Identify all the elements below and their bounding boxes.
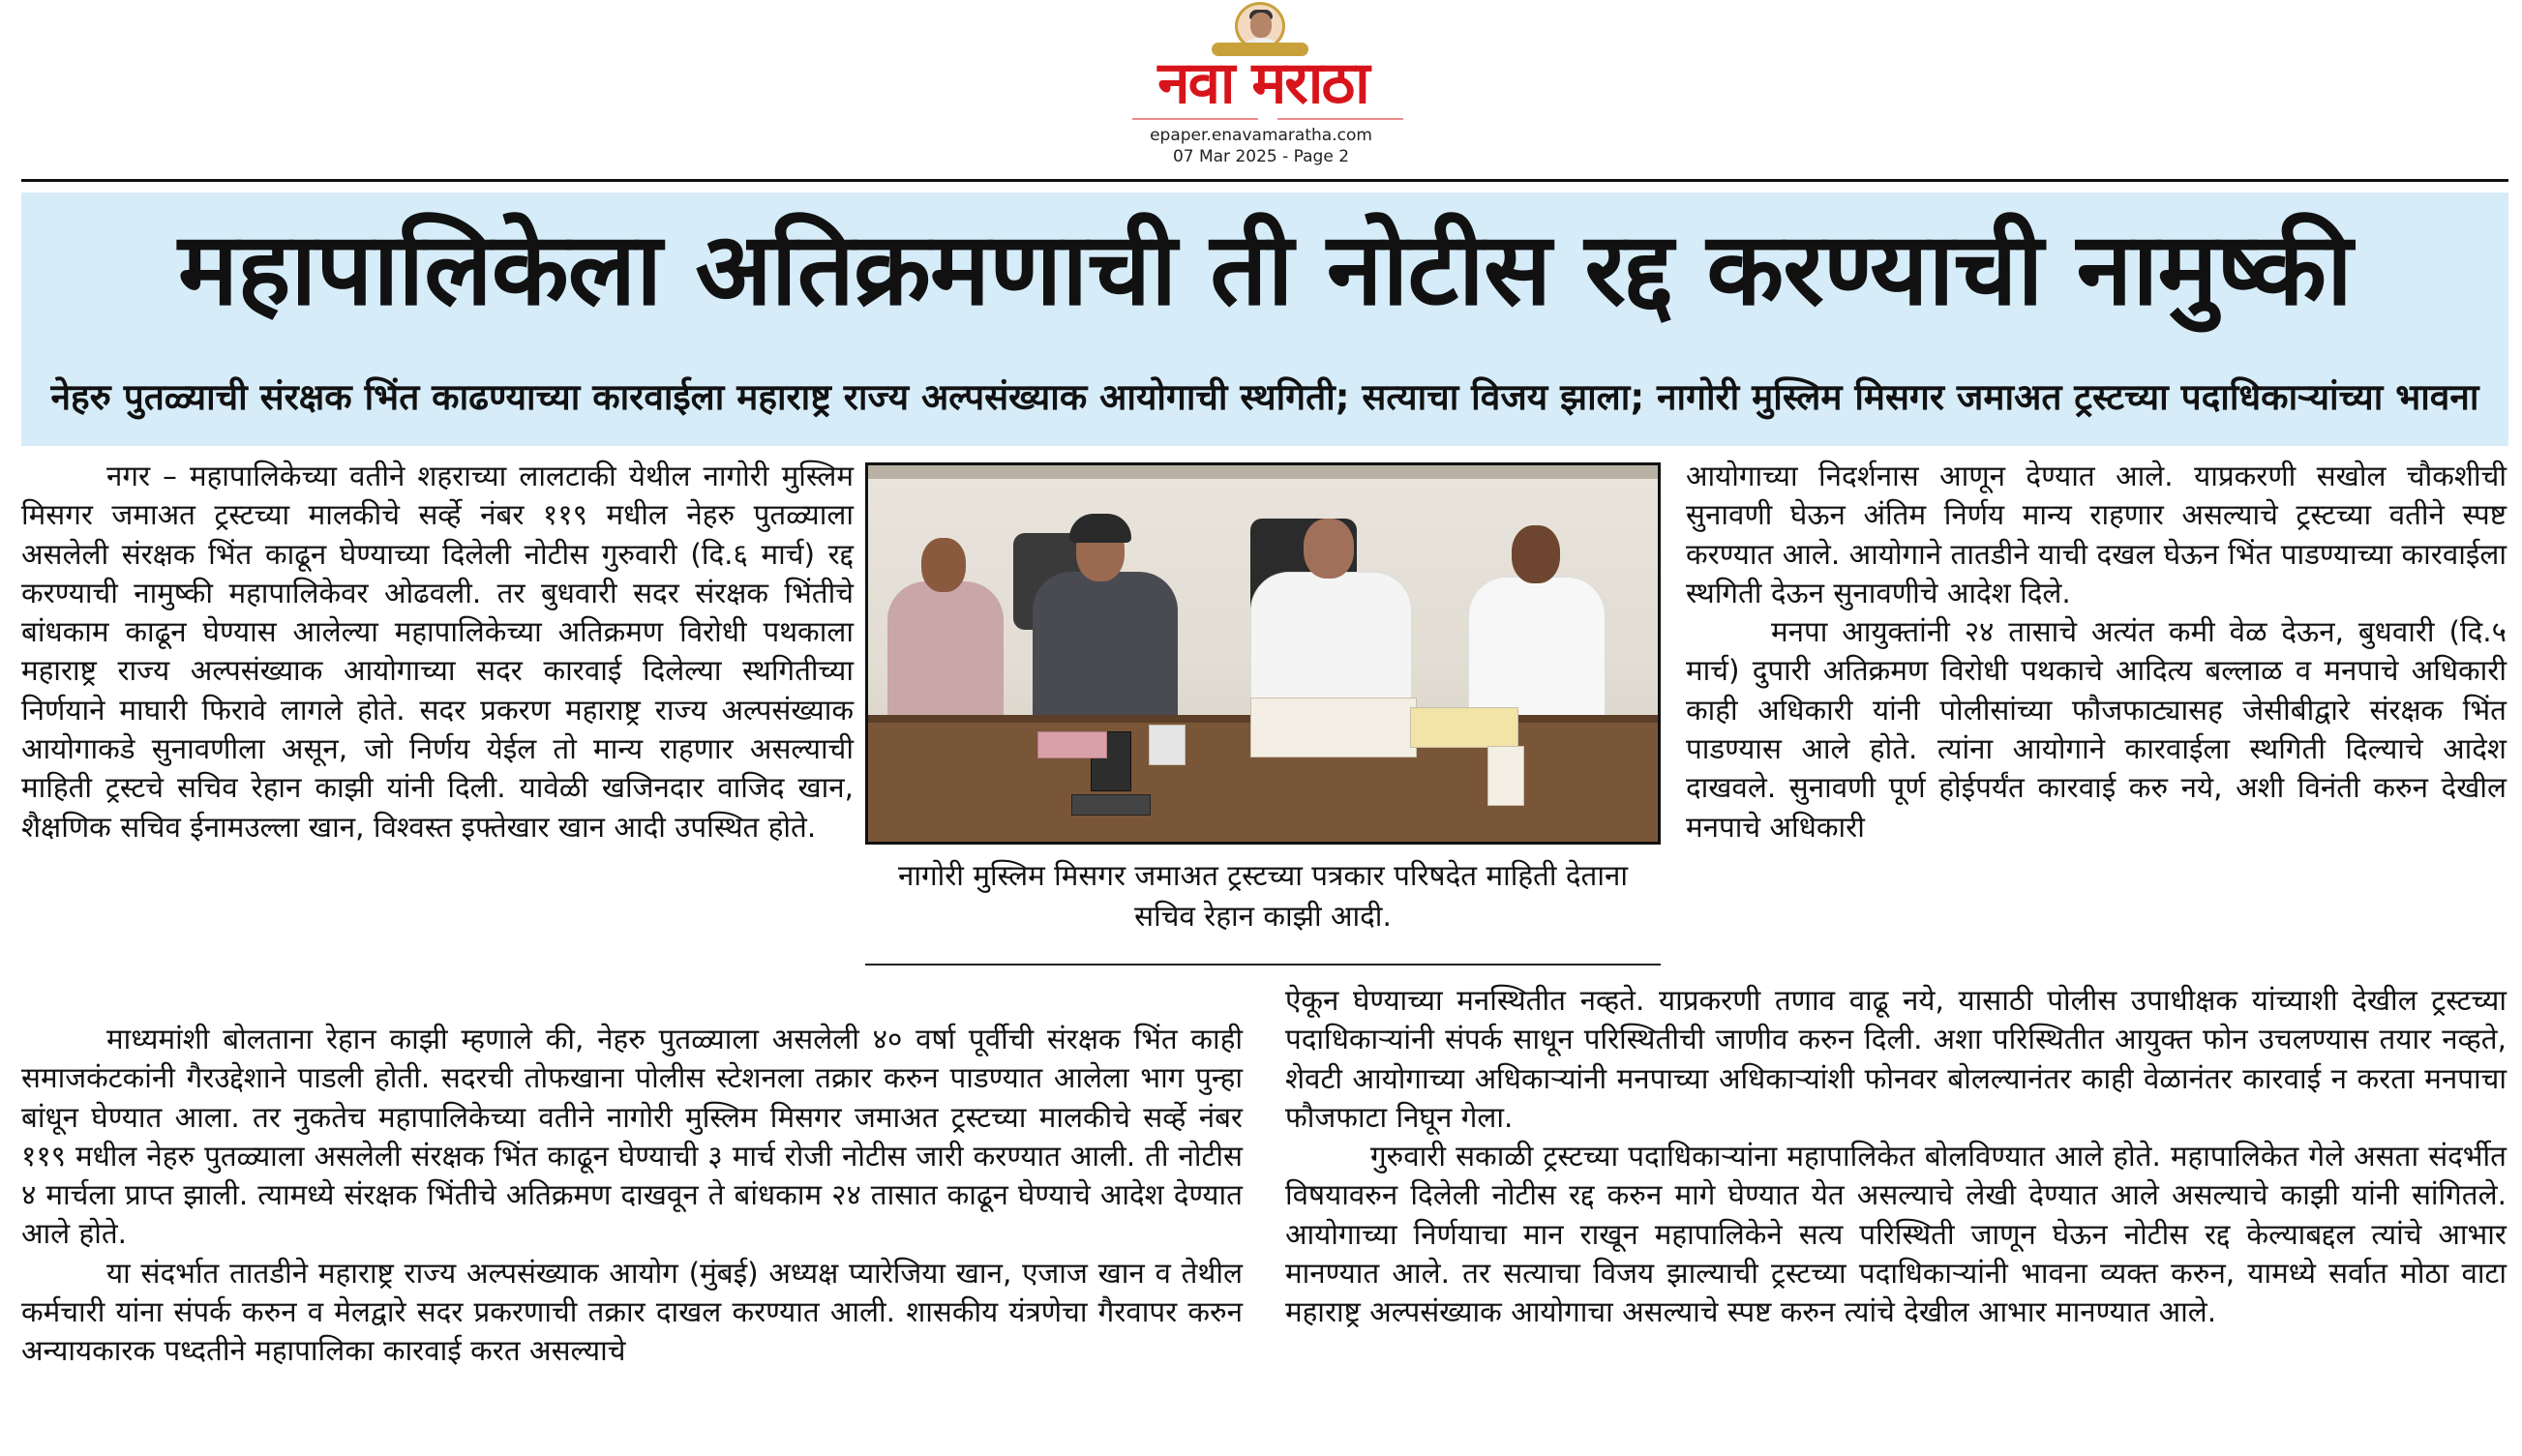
edition-date: 07 Mar 2025 - Page 2 bbox=[1172, 147, 1350, 166]
paragraph: नगर – महापालिकेच्या वतीने शहराच्या लालटाकी येथील नागोरी मुस्लिम मिसगर जमाअत ट्रस्टच्या मालकीचे सर्व्हे नंबर ११९ मधील नेहरु पुतळ्याला असलेली संरक्षक भिंत काढून घेण्याच्या दिलेली नोटीस गुरुवारी (दि.६ मार्च) रद्द करण्याची नामुष्की महापालिकेवर ओढवली. तर बुधवारी सदर संरक्षक भिंतीचे बांधकाम काढून घेण्यास आलेल्या महापालिकेच्या अतिक्रमण विरोधी पथकाला महाराष्ट्र राज्य अल्पसंख्याक आयोगाच्या सदर कारवाई दिलेल्या स्थगितीच्या निर्णयाने माघारी फिरावे लागले होते. सदर प्रकरण महाराष्ट्र राज्य अल्पसंख्याक आयोगाकडे सुनावणीला असून, जो निर्णय येईल तो मान्य राहणार असल्याची माहिती ट्रस्टचे सचिव रेहान काझी यांनी दिली. यावेळी खजिनदार वाजिद खान, शैक्षणिक सचिव ईनामउल्ला खान, विश्वस्त इफ्तेखार खान आदी उपस्थित होते. bbox=[21, 460, 854, 844]
article-column-bottom-left bbox=[21, 1020, 1243, 1371]
article-subheadline: नेहरु पुतळ्याची संरक्षक भिंत काढण्याच्या कारवाईला महाराष्ट्र राज्य अल्पसंख्याक आयोगाची स्थगिती; सत्याचा विजय झाला; नागोरी मुस्लिम मिसगर जमाअत ट्रस्टच्या पदाधिकार्‍यांच्या भावना bbox=[50, 376, 2479, 418]
paragraph: या संदर्भात तातडीने महाराष्ट्र राज्य अल्पसंख्याक आयोग (मुंबई) अध्यक्ष प्यारेजिया खान, एजाज खान व तेथील कर्मचारी यांना संपर्क करुन व मेलद्वारे सदर प्रकरणाची तक्रार दाखल करण्यात आली. शासकीय यंत्रणेचा गैरवापर करुन अन्यायकारक पध्दतीने महापालिका कारवाई करत असल्याचे bbox=[21, 1256, 1243, 1368]
paragraph: गुरुवारी सकाळी ट्रस्टच्या पदाधिकार्‍यांना महापालिकेत बोलविण्यात आले होते. महापालिकेत गेले असता संदर्भीत विषयावरुन दिलेली नोटीस रद्द करुन मागे घेण्यात येत असल्याचे लेखी देण्यात आले असल्याचे काझी यांनी सांगितले. आयोगाच्या निर्णयाचा मान राखून महापालिकेने सत्य परिस्थिती जाणून घेऊन नोटीस रद्द केल्याबद्दल त्यांचे आभार मानण्यात आले. तर सत्याचा विजय झाल्याची ट्रस्टच्या पदाधिकार्‍यांनी भावना व्यक्त करुन, यामध्ये सर्वात मोठा वाटा महाराष्ट्र अल्पसंख्याक आयोगाचा असल्याचे स्पष्ट करुन त्यांचे देखील आभार मानण्यात आले. bbox=[1285, 1140, 2507, 1329]
caption-divider bbox=[865, 964, 1661, 966]
paragraph: ऐकून घेण्याच्या मनस्थितीत नव्हते. याप्रकरणी तणाव वाढू नये, यासाठी पोलीस उपाधीक्षक यांच्याशी देखील ट्रस्टच्या पदाधिकार्‍यांनी संपर्क साधून परिस्थितीची जाणीव करुन दिली. अशा परिस्थितीत आयुक्त फोन उचलण्यास तयार नव्हते, शेवटी आयोगाच्या अधिकार्‍यांनी मनपाच्या अधिकार्‍यांशी फोनवर बोलल्यानंतर काही वेळानंतर कारवाई न करता मनपाचा फौजफाटा निघून गेला. bbox=[1285, 984, 2507, 1134]
article-column-bottom-right bbox=[1285, 981, 2507, 1332]
article-headline: महापालिकेला अतिक्रमणाची ती नोटीस रद्द करण्याची नामुष्की bbox=[178, 210, 2352, 328]
paragraph: आयोगाच्या निदर्शनास आणून देण्यात आले. याप्रकरणी सखोल चौकशीची सुनावणी घेऊन अंतिम निर्णय मान्य राहणार असल्याचे ट्रस्टच्या वतीने स्पष्ट करण्यात आले. आयोगाने तातडीने याची दखल घेऊन भिंत पाडण्याच्या कारवाईला स्थगिती देऊन सुनावणीचे आदेश दिले. bbox=[1686, 460, 2507, 609]
masthead-divider bbox=[21, 179, 2508, 182]
newspaper-logo: नवा मराठा bbox=[1157, 49, 1368, 117]
edition-url[interactable]: epaper.enavamaratha.com bbox=[1150, 126, 1372, 145]
photo-caption: नागोरी मुस्लिम मिसगर जमाअत ट्रस्टच्या पत्रकार परिषदेत माहिती देताना सचिव रेहान काझी आदी. bbox=[897, 859, 1629, 933]
paragraph: माध्यमांशी बोलताना रेहान काझी म्हणाले की, नेहरु पुतळ्याला असलेली ४० वर्षा पूर्वीची संरक्षक भिंत काही समाजकंटकांनी गैरउद्देशाने पाडली होती. सदरची तोफखाना पोलीस स्टेशनला तक्रार करुन पाडण्यात आलेला भाग पुन्हा बांधून घेण्यात आला. तर नुकतेच महापालिकेच्या वतीने नागोरी मुस्लिम मिसगर जमाअत ट्रस्टच्या मालकीचे सर्व्हे नंबर ११९ मधील नेहरु पुतळ्याला असलेली संरक्षक भिंत काढून घेण्याची ३ मार्च रोजी नोटीस जारी करण्यात आली. ती नोटीस ४ मार्चला प्राप्त झाली. त्यामध्ये संरक्षक भिंतीचे अतिक्रमण दाखवून ते बांधकाम २४ तासात काढून घेण्याचे आदेश देण्यात आले होते. bbox=[21, 1023, 1243, 1251]
paragraph: मनपा आयुक्तांनी २४ तासाचे अत्यंत कमी वेळ देऊन, बुधवारी (दि.५ मार्च) दुपारी अतिक्रमण विरोधी पथकाचे आदित्य बल्लाळ व मनपाचे अधिकारी काही अधिकारी यांनी पोलीसांच्या फौजफाट्यासह जेसीबीद्वारे संरक्षक भिंत पाडण्यास आले होते. त्यांना आयोगाने कारवाईला स्थगिती दिल्याचे आदेश दाखवले. सुनावणी पूर्ण होईपर्यंत कारवाई करु नये, अशी विनंती करुन देखील मनपाचे अधिकारी bbox=[1686, 615, 2507, 844]
article-column-left bbox=[21, 457, 854, 847]
article-photo bbox=[865, 462, 1661, 845]
article-column-right bbox=[1686, 457, 2507, 847]
logo-tagline-strip bbox=[1123, 114, 1413, 124]
